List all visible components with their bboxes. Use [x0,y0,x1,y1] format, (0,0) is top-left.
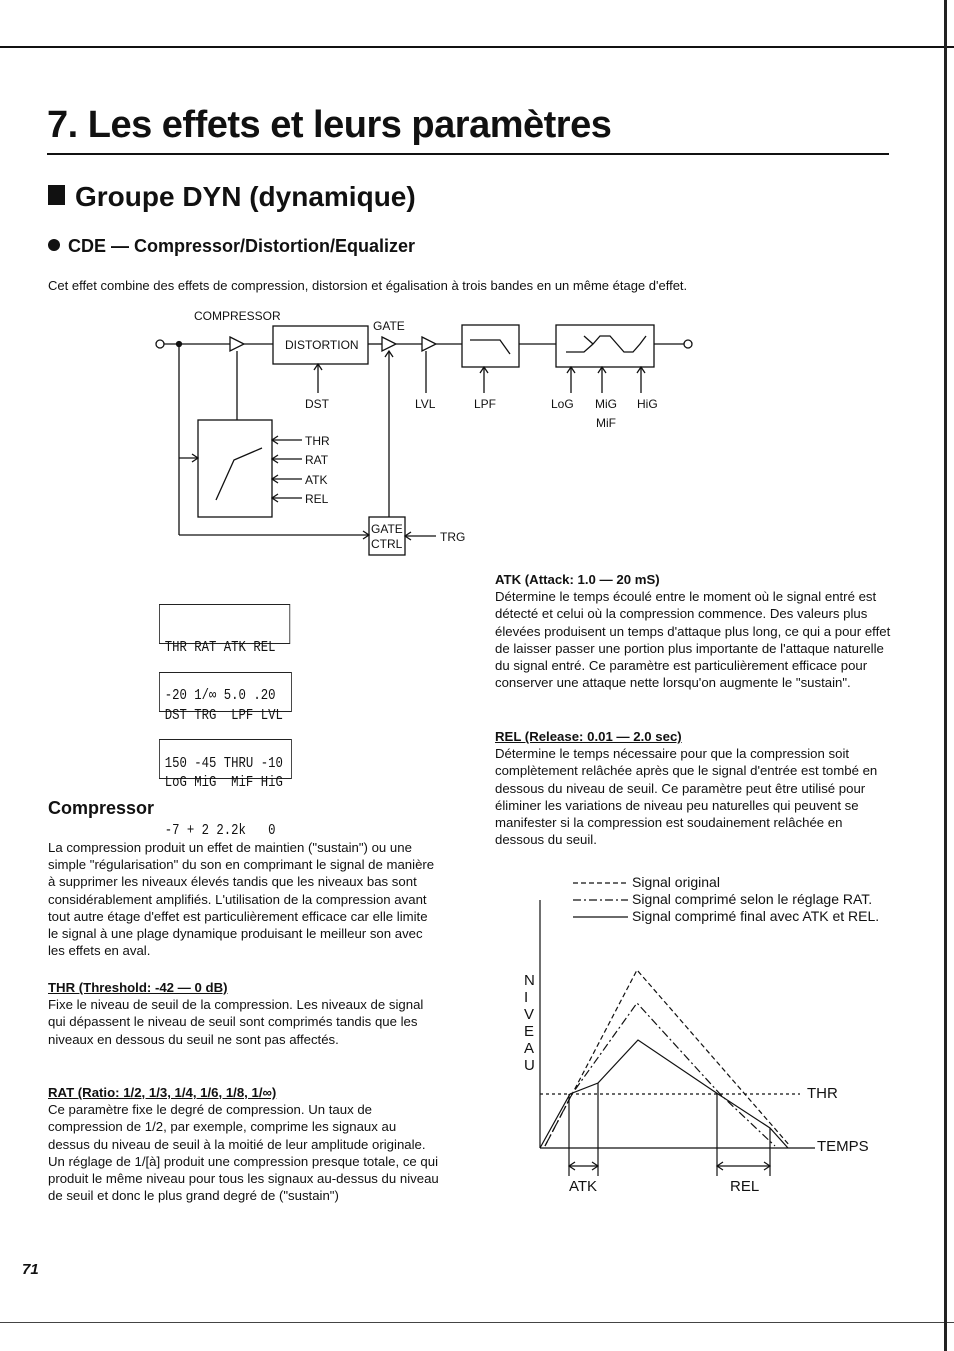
lcd-line: -7 + 2 2.2k 0 [164,822,276,839]
diagram-label-rat: RAT [305,453,329,467]
rel-body: Détermine le temps nécessaire pour que la compression soit complètement relâchée après que le signal d'entrée est tombé en dessous du niveau de seuil. Ce paramètre peut être utilisé pour éliminer les variations de niveau peu naturelles qui peuvent se manifester si la compression est soudainement relâchée en dessous du seuil. [495,746,878,848]
graph-atk-label: ATK [569,1178,598,1195]
compressor-heading: Compressor [48,798,155,818]
diagram-label-log: LoG [551,397,574,411]
page-number: 71 [22,1261,39,1278]
thr-heading: THR (Threshold: -42 — 0 dB) [48,980,228,995]
atk-body: Détermine le temps écoulé entre le moment où le signal entré est détecté et celui où la compression commence. Des valeurs plus élevées produisent un temps d'attaque plus long, ce qui a pour effet de laisser passer une portion plus importante de l'attaque naturelle du signal entré. Ce paramètre est particulièrement efficace pour conserver une attaque nette lorsqu'on augmente le "sustain". [495,589,891,691]
lcd-line: LoG MiG MiF HiG [164,774,283,791]
diagram-label-lpf: LPF [474,397,497,411]
diagram-label-mif: MiF [596,416,616,430]
graph-rel-label: REL [730,1178,760,1195]
graph-legend-1: Signal original [632,874,720,890]
graph-temps-label: TEMPS [817,1138,869,1155]
graph-y-label: NIVEAU [524,972,535,1074]
diagram-label-mig: MiG [595,397,617,411]
diagram-label-gate-ctrl-2: CTRL [371,537,403,551]
thr-body: Fixe le niveau de seuil de la compression. Les niveaux de signal qui dépassent le niveau de seuil sont comprimés tandis que les niveaux en dessous du seuil ne sont pas affectés. [48,997,424,1047]
diagram-label-compressor: COMPRESSOR [194,309,281,323]
diagram-label-trg: TRG [440,530,466,544]
lcd-line: THR RAT ATK REL [164,639,276,656]
subsection-title-text: CDE — Compressor/Distortion/Equalizer [68,236,416,256]
diagram-label-gate: GATE [373,319,405,333]
compressor-body: La compression produit un effet de maintien ("sustain") ou une simple "régularisation" du son en comprimant le signal de manière à supprimer les niveaux élevés tandis que les niveaux bas sont considérablement amplifiés. L'utilisation de la compression avant tout autre étage d'effet est particulièrement efficace car elle limite le signal à une plage dynamique produisant le meilleur son avec les effets en aval. [48,840,435,959]
lcd-line: -20 1/∞ 5.0 .20 [164,687,276,704]
section-title-text: Groupe DYN (dynamique) [75,181,416,212]
atk-heading: ATK (Attack: 1.0 — 20 mS) [495,572,660,587]
rat-body: Ce paramètre fixe le degré de compression. Un taux de compression de 1/2, par exemple, comprime les signaux au dessus du niveau de seuil à la moitié de leur amplitude originale. Un réglage de 1/[à] produit une compression presque totale, ce qui produit le même niveau pour tous les signaux au-dessus du niveau de seuil et donc le plus grand degré de ("sustain") [48,1102,439,1204]
lcd-line: DST TRG LPF LVL [164,707,283,724]
diagram-label-lvl: LVL [415,397,436,411]
diagram-label-dst: DST [305,397,329,411]
diagram-label-distortion: DISTORTION [285,338,359,352]
bottom-rule [0,1322,954,1323]
graph-legend-3: Signal comprimé final avec ATK et REL. [632,908,880,924]
diagram-label-gate-ctrl-1: GATE [371,522,403,536]
graph-thr-label: THR [807,1085,838,1102]
right-edge-mark [944,0,947,1351]
rel-heading: REL (Release: 0.01 — 2.0 sec) [495,729,682,744]
diagram-label-hig: HiG [637,397,658,411]
diagram-label-rel: REL [305,492,329,506]
chapter-title: 7. Les effets et leurs paramètres [47,104,612,146]
rat-heading: RAT (Ratio: 1/2, 1/3, 1/4, 1/6, 1/8, 1/∞) [48,1085,277,1100]
intro-text: Cet effet combine des effets de compression, distorsion et égalisation à trois bandes en un même étage d'effet. [48,278,688,293]
lcd-line: 150 -45 THRU -10 [164,755,283,772]
graph-legend-2: Signal comprimé selon le réglage RAT. [632,891,873,907]
diagram-label-thr: THR [305,434,330,448]
diagram-label-atk: ATK [305,473,328,487]
